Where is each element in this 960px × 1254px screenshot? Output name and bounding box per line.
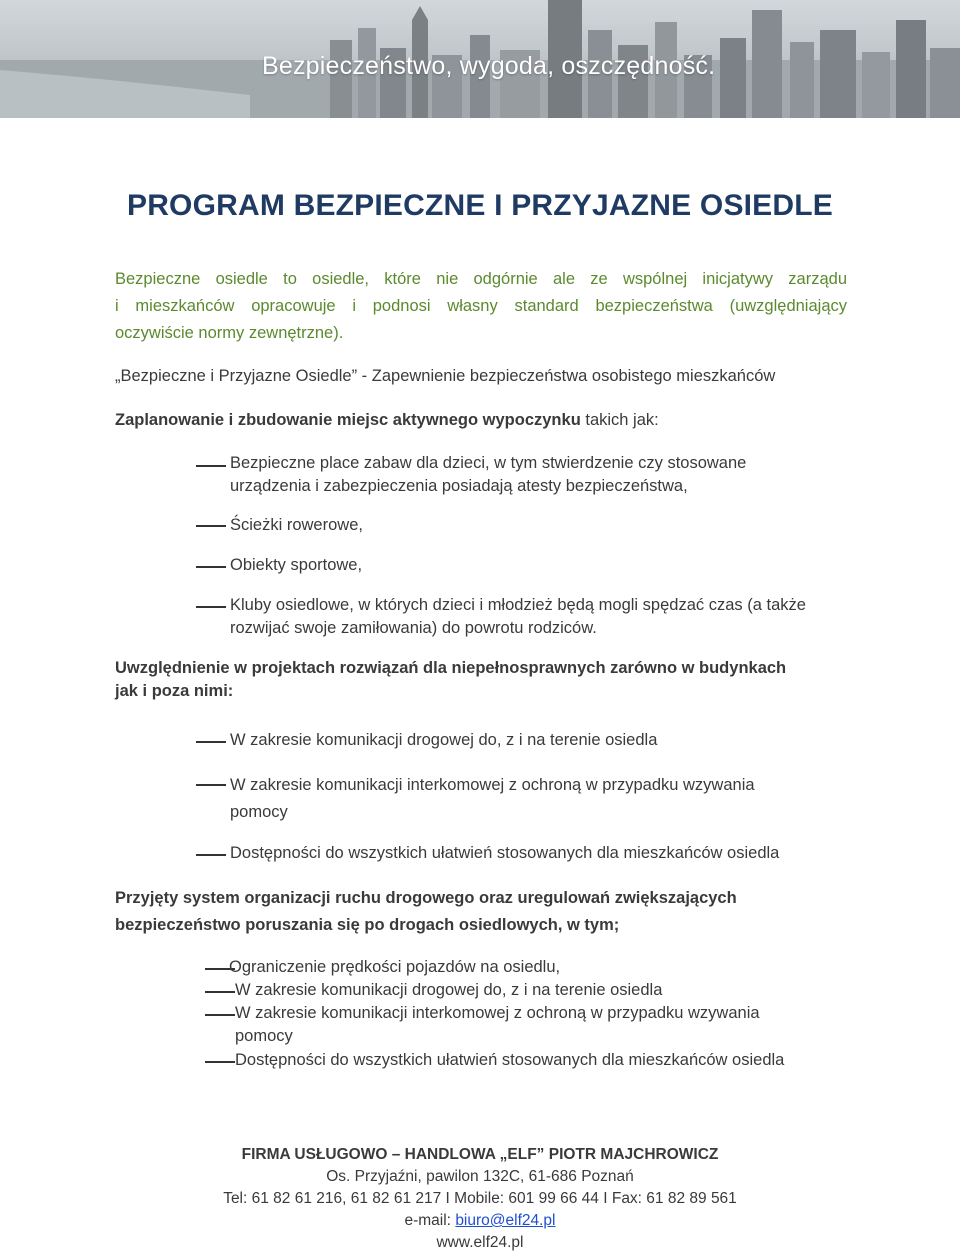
list-item-line: Ścieżki rowerowe,	[230, 516, 363, 534]
bullet-dash	[205, 1061, 235, 1063]
footer-email-link[interactable]: biuro@elf24.pl	[455, 1212, 556, 1229]
list-item-line: urządzenia i zabezpieczenia posiadają atesty bezpieczeństwa,	[230, 477, 688, 495]
section-heading-bold: Zaplanowanie i zbudowanie miejsc aktywnego wypoczynku	[115, 411, 581, 429]
page-title: PROGRAM BEZPIECZNE I PRZYJAZNE OSIEDLE	[126, 189, 833, 222]
list-item-line: Obiekty sportowe,	[230, 556, 363, 574]
section-heading	[115, 885, 737, 939]
footer-phones: Tel: 61 82 61 216, 61 82 61 217 I Mobile: 601 99 66 44 I Fax: 61 82 89 561	[223, 1190, 737, 1207]
bullet-dash	[196, 606, 226, 608]
list-item-line: pomocy	[235, 1027, 293, 1045]
footer-website-link[interactable]: www.elf24.pl	[436, 1234, 524, 1251]
intro-paragraph	[115, 266, 847, 347]
intro-line: oczywiście normy zewnętrzne).	[115, 324, 344, 342]
list-item-line: Kluby osiedlowe, w których dzieci i młodzież będą mogli spędzać czas (a także	[230, 596, 806, 614]
section-heading	[115, 657, 786, 703]
list-item-line: W zakresie komunikacji drogowej do, z i na terenie osiedla	[235, 981, 663, 999]
list-item	[229, 956, 869, 979]
section-heading-line: bezpieczeństwo poruszania się po drogach osiedlowych, w tym;	[115, 916, 620, 934]
list-item	[230, 514, 870, 537]
list-item-line: W zakresie komunikacji drogowej do, z i na terenie osiedla	[230, 731, 658, 749]
list-item	[235, 979, 875, 1002]
list-item	[235, 1049, 875, 1072]
list-item-line: Bezpieczne place zabaw dla dzieci, w tym stwierdzenie czy stosowane	[230, 454, 747, 472]
section-heading-line: jak i poza nimi:	[115, 682, 234, 700]
bullet-dash	[196, 566, 226, 568]
bullet-dash	[196, 465, 226, 467]
list-item-line: Dostępności do wszystkich ułatwień stosowanych dla mieszkańców osiedla	[230, 844, 780, 862]
footer-email-label: e-mail:	[404, 1212, 456, 1229]
section-heading-rest: takich jak:	[580, 411, 659, 429]
list-item-line: W zakresie komunikacji interkomowej z ochroną w przypadku wzywania	[235, 1004, 760, 1022]
footer-address: Os. Przyjaźni, pawilon 132C, 61-686 Poznań	[326, 1168, 634, 1185]
list-item	[230, 594, 870, 640]
header-banner	[0, 0, 960, 118]
list-item-line: Dostępności do wszystkich ułatwień stosowanych dla mieszkańców osiedla	[235, 1051, 785, 1069]
list-item-line: rozwijać swoje zamiłowania) do powrotu rodziców.	[230, 619, 597, 637]
intro-line: Bezpieczne osiedle to osiedle, które nie odgórnie ale ze wspólnej inicjatywy zarządu	[115, 270, 847, 288]
list-item	[235, 1002, 875, 1048]
list-item	[230, 452, 870, 498]
list-item-line: pomocy	[230, 803, 288, 821]
list-item-line: Ograniczenie prędkości pojazdów na osiedlu,	[229, 958, 561, 976]
bullet-dash	[196, 525, 226, 527]
section-heading	[115, 409, 659, 432]
footer-company: FIRMA USŁUGOWO – HANDLOWA „ELF” PIOTR MAJCHROWICZ	[241, 1146, 719, 1163]
section-heading-line: Przyjęty system organizacji ruchu drogowego oraz uregulowań zwiększających	[115, 889, 737, 907]
list-item	[230, 842, 870, 865]
section-heading-line: Uwzględnienie w projektach rozwiązań dla niepełnosprawnych zarówno w budynkach	[115, 659, 787, 677]
bullet-dash	[205, 1014, 235, 1016]
banner-tagline: Bezpieczeństwo, wygoda, oszczędność.	[262, 52, 716, 80]
list-item	[230, 554, 870, 577]
program-subtitle: „Bezpieczne i Przyjazne Osiedle” - Zapewnienie bezpieczeństwa osobistego mieszkańców	[115, 367, 776, 385]
list-item	[230, 772, 870, 826]
bullet-dash	[196, 854, 226, 856]
intro-line: i mieszkańców opracowuje i podnosi własny standard bezpieczeństwa (uwzględniający	[115, 297, 847, 315]
footer-email-line	[0, 1212, 960, 1230]
list-item-line: W zakresie komunikacji interkomowej z ochroną w przypadku wzywania	[230, 776, 755, 794]
bullet-dash	[196, 784, 226, 786]
bullet-dash	[196, 741, 226, 743]
list-item	[230, 729, 870, 752]
bullet-dash	[205, 991, 235, 993]
